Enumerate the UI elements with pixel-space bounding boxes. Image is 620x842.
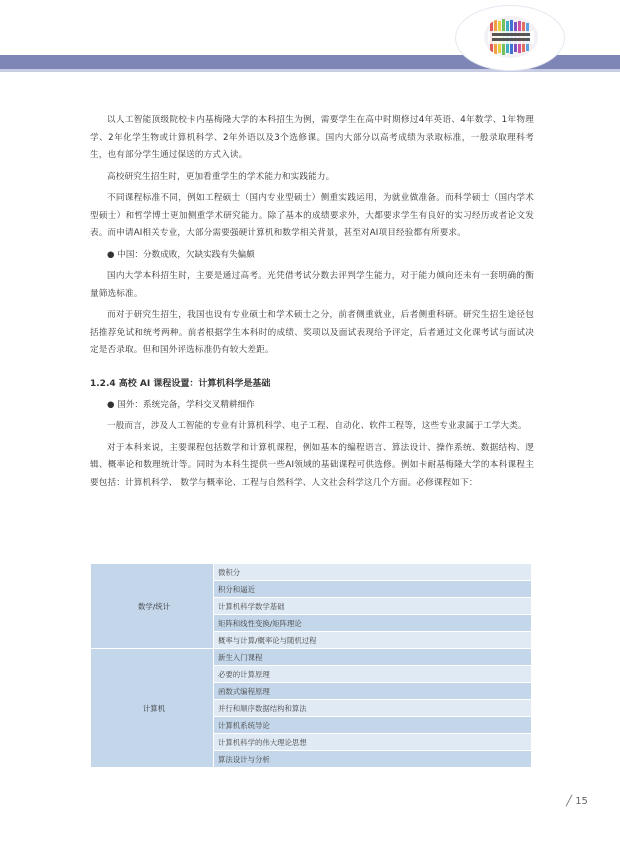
category-math: 数学/统计 xyxy=(91,564,214,649)
course-cell: 计算机科学的伟大理论思想 xyxy=(214,734,532,751)
course-cell: 计算机科学数学基础 xyxy=(214,598,532,615)
course-cell: 概率与计算/概率论与随机过程 xyxy=(214,632,532,649)
section-heading: 1.2.4 高校 AI 课程设置：计算机科学是基础 xyxy=(90,378,271,389)
paragraph: 以人工智能顶级院校卡内基梅隆大学的本科招生为例，需要学生在高中时期修过4年英语、4年数学、1年物理学、2年化学生物或计算机科学、2年外语以及3个选修课。国内大部分以高考成绩为录取标准，一般录取理科考生，也有部分学生通过保送的方式入读。 xyxy=(90,115,534,160)
course-cell: 微积分 xyxy=(214,564,532,581)
paragraph: 一般而言，涉及人工智能的专业有计算机科学、电子工程、自动化、软件工程等，这些专业隶属于工学大类。 xyxy=(107,421,527,431)
header-band-shadow xyxy=(0,69,620,72)
paragraph: 不同课程标准不同，例如工程硕士（国内专业型硕士）侧重实践运用，为就业做准备。而科学硕士（国内学术型硕士）和哲学博士更加侧重学术研究能力。除了基本的成绩要求外，大都要求学生有良好的实习经历或者论文发表。而申请AI相关专业，大部分需要强硬计算机和数学相关背景，甚至对AI项目经验都有所要求。 xyxy=(90,193,534,238)
course-cell: 并行和顺序数据结构和算法 xyxy=(214,700,532,717)
course-cell: 矩阵和线性变换/矩阵理论 xyxy=(214,615,532,632)
table-row xyxy=(91,564,532,581)
report-logo-icon xyxy=(484,16,538,58)
paragraph: 高校研究生招生时，更加看重学生的学术能力和实践能力。 xyxy=(107,171,335,182)
bullet-foreign: ● 国外：系统完备，学科交叉精耕细作 xyxy=(107,399,255,410)
course-cell: 必要的计算原理 xyxy=(214,666,532,683)
paragraph: 国内大学本科招生时，主要是通过高考。光凭借考试分数去评判学生能力，对于能力倾向还未有一套明确的衡量筛选标准。 xyxy=(90,271,534,299)
course-cell: 计算机系统导论 xyxy=(214,717,532,734)
course-cell: 函数式编程原理 xyxy=(214,683,532,700)
paragraph: 而对于研究生招生，我国也设有专业硕士和学术硕士之分，前者侧重就业，后者侧重科研。研究生招生途径包括推荐免试和统考两种。前者根据学生本科时的成绩、奖项以及面试表现给予评定，后者通过文化课考试与面试决定是否录取。但和国外评选标准仍有较大差距。 xyxy=(90,310,534,355)
course-cell: 新生入门课程 xyxy=(214,649,532,666)
bullet-china: ● 中国：分数成败，欠缺实践有失偏颇 xyxy=(107,249,255,260)
required-courses-table xyxy=(90,563,532,768)
paragraph: 对于本科来说，主要课程包括数学和计算机课程，例如基本的编程语言、算法设计、操作系统、数据结构、逻辑、概率论和数理统计等。同时为本科生提供一些AI领域的基础课程可供选修。例如卡耐基梅隆大学的本科课程主要包括：计算机科学、 数学与概率论、工程与自然科学、人文社会科学这几个方面。必修课程如下： xyxy=(90,442,534,488)
category-computer: 计算机 xyxy=(91,649,214,768)
course-cell: 算法设计与分析 xyxy=(214,751,532,768)
page-number: ╱ 15 xyxy=(566,796,588,807)
body-text xyxy=(90,112,534,496)
table-row xyxy=(91,649,532,666)
course-cell: 积分和逼近 xyxy=(214,581,532,598)
